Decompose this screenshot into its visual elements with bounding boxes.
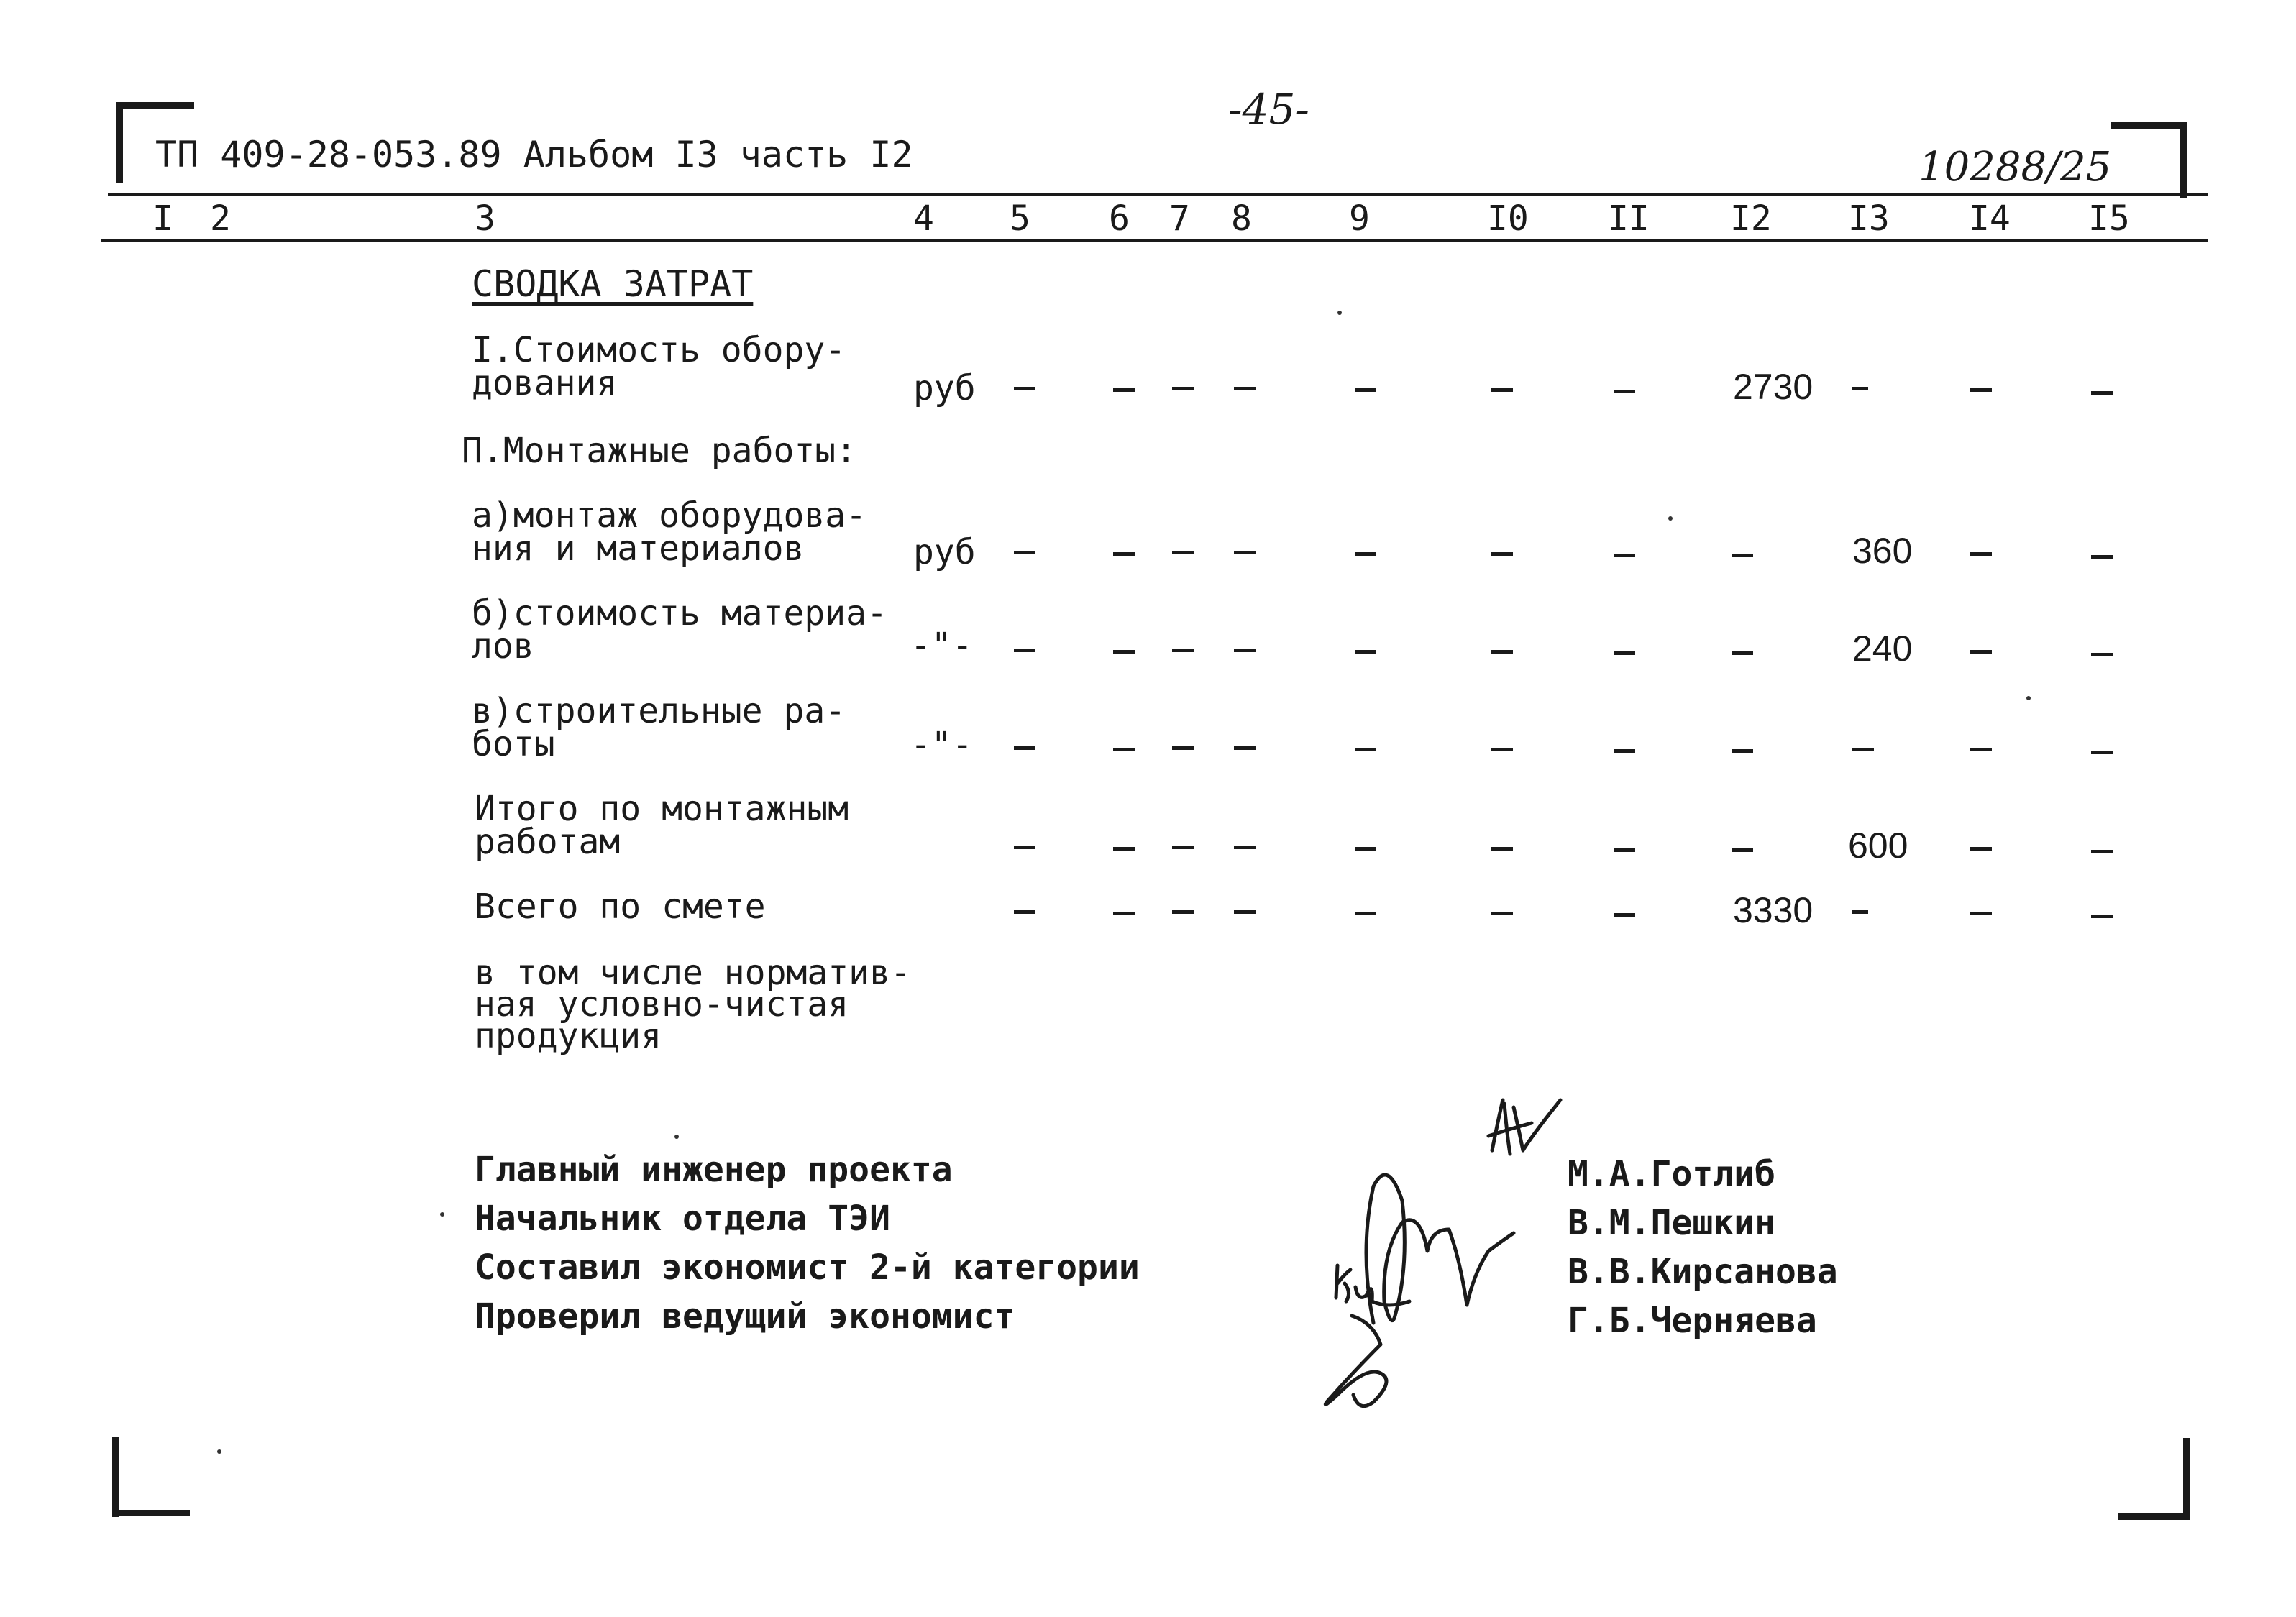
scan-speck	[217, 1449, 221, 1454]
row-label-line: в)строительные ра-	[472, 691, 846, 731]
empty-cell-dash	[1172, 910, 1194, 914]
corner-mark-bottom-left-horizontal	[112, 1510, 190, 1516]
signatory-name: В.В.Кирсанова	[1568, 1252, 1838, 1292]
empty-cell-dash	[1014, 746, 1035, 750]
empty-cell-dash	[1852, 387, 1868, 390]
header-top-rule	[108, 193, 2208, 196]
col-header-7: 7	[1169, 198, 1190, 239]
empty-cell-dash	[1970, 847, 1992, 851]
empty-cell-dash	[1614, 651, 1635, 655]
empty-cell-dash	[1970, 748, 1992, 751]
empty-cell-dash	[1852, 748, 1874, 751]
col-header-15: I5	[2088, 198, 2130, 239]
scan-speck	[2026, 696, 2031, 700]
corner-mark-bottom-left-vertical	[112, 1437, 119, 1517]
empty-cell-dash	[1113, 552, 1135, 556]
scan-speck	[1337, 311, 1342, 315]
empty-cell-dash	[1355, 650, 1376, 654]
empty-cell-dash	[1732, 749, 1753, 753]
corner-mark-top-right-horizontal	[2111, 122, 2186, 129]
empty-cell-dash	[1172, 846, 1194, 849]
empty-cell-dash	[1172, 387, 1194, 390]
empty-cell-dash	[1614, 848, 1635, 852]
empty-cell-dash	[2091, 915, 2113, 918]
empty-cell-dash	[1014, 387, 1035, 390]
empty-cell-dash	[1113, 847, 1135, 851]
row-col13-value: 600	[1848, 825, 1908, 866]
section-title: СВОДКА ЗАТРАТ	[472, 263, 754, 305]
empty-cell-dash	[1113, 912, 1135, 915]
col-header-6: 6	[1109, 198, 1130, 239]
empty-cell-dash	[1614, 749, 1635, 753]
empty-cell-dash	[1732, 848, 1753, 852]
empty-cell-dash	[1014, 551, 1035, 554]
row-col12-value: 2730	[1733, 367, 1814, 407]
empty-cell-dash	[2091, 850, 2113, 853]
empty-cell-dash	[1234, 387, 1256, 390]
header-bottom-rule	[101, 239, 2208, 242]
empty-cell-dash	[1355, 552, 1376, 556]
col-header-13: I3	[1848, 198, 1890, 239]
empty-cell-dash	[1491, 912, 1513, 915]
row-label-line: а)монтаж оборудова-	[472, 495, 867, 536]
empty-cell-dash	[1491, 552, 1513, 556]
signatory-position: Проверил ведущий экономист	[475, 1296, 1015, 1337]
scan-speck	[440, 1212, 444, 1217]
row-label-line: дования	[472, 363, 618, 403]
empty-cell-dash	[2091, 555, 2113, 559]
scan-speck	[674, 1135, 679, 1139]
empty-cell-dash	[1614, 554, 1635, 557]
empty-cell-dash	[1614, 913, 1635, 917]
col-header-1: I	[152, 198, 173, 239]
empty-cell-dash	[1970, 388, 1992, 392]
empty-cell-dash	[1355, 847, 1376, 851]
empty-cell-dash	[1234, 910, 1256, 914]
signatory-name: Г.Б.Черняева	[1568, 1301, 1817, 1341]
col-header-5: 5	[1010, 198, 1030, 239]
empty-cell-dash	[1970, 552, 1992, 556]
row-label-line: ная условно-чистая	[475, 984, 849, 1025]
col-header-11: II	[1608, 198, 1650, 239]
corner-mark-top-left-horizontal	[116, 102, 194, 109]
col-header-12: I2	[1730, 198, 1772, 239]
row-label-line: ния и материалов	[472, 528, 805, 569]
empty-cell-dash	[1172, 649, 1194, 652]
empty-cell-dash	[1113, 748, 1135, 751]
row-label-line: работам	[475, 822, 621, 862]
row-label-line: I.Стоимость обору-	[472, 330, 846, 370]
row-label-line: Всего по смете	[475, 887, 766, 927]
signatory-name: М.А.Готлиб	[1568, 1154, 1775, 1194]
empty-cell-dash	[1234, 746, 1256, 750]
col-header-10: I0	[1487, 198, 1529, 239]
empty-cell-dash	[1491, 847, 1513, 851]
row-label-line: б)стоимость материа-	[472, 593, 887, 633]
row-unit: -"-	[910, 725, 973, 765]
col-header-2: 2	[210, 198, 231, 239]
empty-cell-dash	[1970, 912, 1992, 915]
row-label-line: боты	[472, 724, 555, 764]
col-header-8: 8	[1231, 198, 1252, 239]
row-col12-value: 3330	[1733, 890, 1814, 930]
empty-cell-dash	[1852, 910, 1868, 914]
empty-cell-dash	[1355, 912, 1376, 915]
empty-cell-dash	[1014, 910, 1035, 914]
empty-cell-dash	[1234, 846, 1256, 849]
corner-mark-bottom-right-horizontal	[2118, 1513, 2189, 1520]
empty-cell-dash	[1234, 649, 1256, 652]
empty-cell-dash	[2091, 653, 2113, 656]
empty-cell-dash	[1113, 388, 1135, 392]
col-header-14: I4	[1969, 198, 2011, 239]
signatory-position: Главный инженер проекта	[475, 1150, 953, 1190]
empty-cell-dash	[1014, 649, 1035, 652]
empty-cell-dash	[1491, 650, 1513, 654]
empty-cell-dash	[1172, 746, 1194, 750]
empty-cell-dash	[1491, 388, 1513, 392]
row-unit: -"-	[910, 626, 973, 666]
signatory-position: Составил экономист 2-й категории	[475, 1247, 1140, 1288]
row-label-line: Итого по монтажным	[475, 789, 849, 829]
row-col13-value: 360	[1852, 531, 1913, 571]
empty-cell-dash	[1614, 390, 1635, 393]
row-unit: руб	[913, 532, 976, 572]
col-header-4: 4	[913, 198, 934, 239]
empty-cell-dash	[1172, 551, 1194, 554]
signatory-name: В.М.Пешкин	[1568, 1203, 1775, 1243]
document-title: ТП 409-28-053.89 Альбом I3 часть I2	[155, 134, 913, 175]
page-number: -45-	[1228, 85, 1309, 134]
empty-cell-dash	[1732, 651, 1753, 655]
corner-mark-top-left-vertical	[116, 102, 123, 183]
empty-cell-dash	[1234, 551, 1256, 554]
corner-mark-bottom-right-vertical	[2183, 1438, 2190, 1520]
empty-cell-dash	[1113, 650, 1135, 654]
archive-number: 10288/25	[1918, 144, 2112, 191]
row-label-line: в том числе норматив-	[475, 953, 911, 993]
empty-cell-dash	[1491, 748, 1513, 751]
empty-cell-dash	[1014, 846, 1035, 849]
col-header-3: 3	[475, 198, 495, 239]
row-unit: руб	[913, 368, 976, 408]
empty-cell-dash	[2091, 751, 2113, 754]
corner-mark-top-right-vertical	[2180, 122, 2187, 198]
row-label-line: П.Монтажные работы:	[462, 431, 857, 471]
row-col13-value: 240	[1852, 628, 1913, 669]
empty-cell-dash	[2091, 391, 2113, 395]
empty-cell-dash	[1355, 388, 1376, 392]
empty-cell-dash	[1970, 650, 1992, 654]
row-label-line: продукция	[475, 1016, 662, 1056]
row-label-line: лов	[472, 626, 534, 667]
scan-speck	[1668, 516, 1673, 521]
col-header-9: 9	[1349, 198, 1370, 239]
signatory-position: Начальник отдела ТЭИ	[475, 1199, 890, 1239]
handwritten-signatures	[1294, 1086, 1654, 1431]
empty-cell-dash	[1732, 554, 1753, 557]
empty-cell-dash	[1355, 748, 1376, 751]
